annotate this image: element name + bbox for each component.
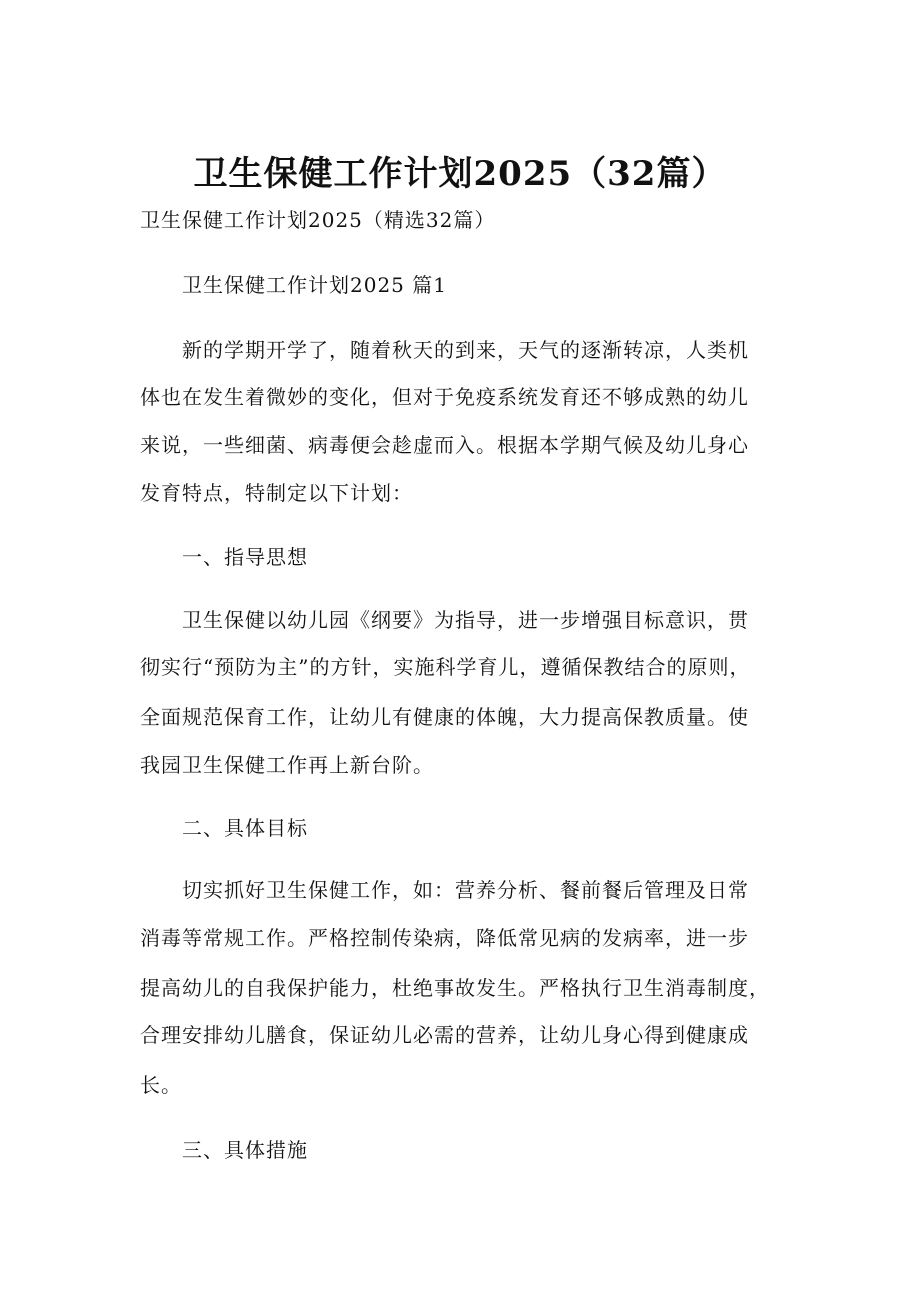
document-subtitle: 卫生保健工作计划2025（精选32篇） [140, 208, 496, 232]
document-title: 卫生保健工作计划2025（32篇） [193, 154, 727, 194]
para2-line-4: 合理安排幼儿膳食，保证幼儿必需的营养，让幼儿身心得到健康成 [140, 1023, 749, 1047]
intro-line-3: 来说，一些细菌、病毒便会趁虚而入。根据本学期气候及幼儿身心 [140, 433, 749, 457]
para1-line-3: 全面规范保育工作，让幼儿有健康的体魄，大力提高保教质量。使 [140, 705, 749, 729]
para2-line-2: 消毒等常规工作。严格控制传染病，降低常见病的发病率，进一步 [140, 926, 749, 950]
para1-line-1: 卫生保健以幼儿园《纲要》为指导，进一步增强目标意识，贯 [182, 608, 749, 632]
article-heading: 卫生保健工作计划2025 篇1 [182, 273, 447, 297]
section-heading-specific-measures: 三、具体措施 [182, 1138, 308, 1162]
para2-line-5: 长。 [140, 1073, 182, 1097]
para1-line-2: 彻实行“预防为主”的方针，实施科学育儿，遵循保教结合的原则， [140, 655, 751, 679]
intro-line-4: 发育特点，特制定以下计划： [140, 481, 413, 505]
intro-line-2: 体也在发生着微妙的变化，但对于免疫系统发育还不够成熟的幼儿 [140, 385, 749, 409]
section-heading-specific-goals: 二、具体目标 [182, 816, 308, 840]
intro-line-1: 新的学期开学了，随着秋天的到来，天气的逐渐转凉，人类机 [182, 338, 749, 362]
para2-line-3: 提高幼儿的自我保护能力，杜绝事故发生。严格执行卫生消毒制度， [140, 976, 770, 1000]
para1-line-4: 我园卫生保健工作再上新台阶。 [140, 753, 434, 777]
section-heading-guiding-thought: 一、指导思想 [182, 545, 308, 569]
para2-line-1: 切实抓好卫生保健工作，如：营养分析、餐前餐后管理及日常 [182, 878, 749, 902]
